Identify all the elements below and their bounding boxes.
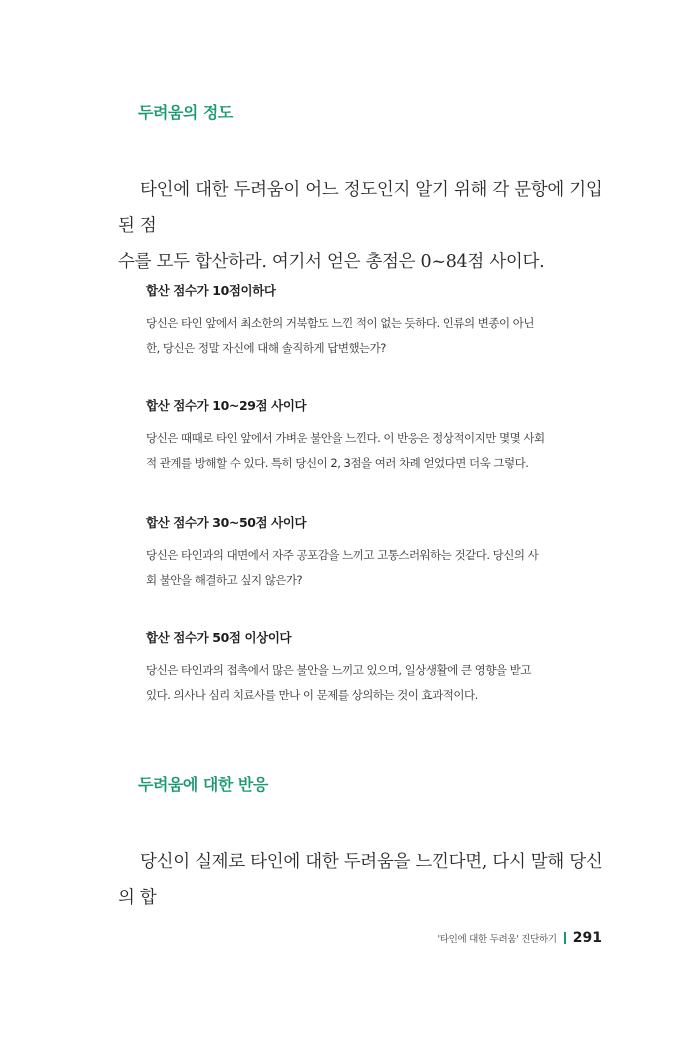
section-heading-reaction: 두려움에 대한 반응 [138, 775, 268, 794]
score-range-line: 당신은 타인과의 대면에서 자주 공포감을 느끼고 고통스러워하는 것같다. 당신의 사 [146, 548, 539, 562]
score-range-line: 당신은 타인과의 접촉에서 많은 불안을 느끼고 있으며, 일상생활에 큰 영향을 받고 [146, 663, 531, 677]
section-intro-paragraph [118, 172, 608, 280]
section-reaction-paragraph [118, 844, 608, 916]
score-range-item [146, 396, 596, 476]
running-title: '타인에 대한 두려움' 진단하기 [437, 934, 557, 945]
score-range-title: 합산 점수가 10~29점 사이다 [146, 398, 307, 413]
score-range-line: 당신은 때때로 타인 앞에서 가벼운 불안을 느낀다. 이 반응은 정상적이지만 몇몇 사회 [146, 431, 545, 445]
page-footer [437, 930, 602, 946]
score-range-title: 합산 점수가 50점 이상이다 [146, 630, 292, 645]
score-range-line: 회 불안을 해결하고 싶지 않은가? [146, 573, 303, 587]
score-range-line: 있다. 의사나 심리 치료사를 만나 이 문제를 상의하는 것이 효과적이다. [146, 688, 478, 702]
paragraph-line: 타인에 대한 두려움이 어느 정도인지 알기 위해 각 문항에 기입된 점 [118, 180, 603, 236]
score-range-item [146, 513, 596, 593]
page-number: 291 [572, 930, 602, 946]
score-range-line: 한, 당신은 정말 자신에 대해 솔직하게 답변했는가? [146, 341, 386, 355]
score-range-title: 합산 점수가 10점이하다 [146, 283, 276, 298]
score-range-line: 적 관계를 방해할 수 있다. 특히 당신이 2, 3점을 여러 차례 얻었다면 더욱 그렇다. [146, 456, 529, 470]
paragraph-line: 당신이 실제로 타인에 대한 두려움을 느낀다면, 다시 말해 당신의 합 [118, 852, 603, 908]
score-range-item [146, 281, 596, 361]
score-range-title: 합산 점수가 30~50점 사이다 [146, 515, 307, 530]
score-range-line: 당신은 타인 앞에서 최소한의 거북함도 느낀 적이 없는 듯하다. 인류의 변종이 아닌 [146, 316, 534, 330]
paragraph-line: 수를 모두 합산하라. 여기서 얻은 총점은 0~84점 사이다. [118, 252, 545, 272]
footer-divider [564, 932, 566, 944]
section-heading-degree: 두려움의 정도 [138, 103, 233, 122]
score-range-item [146, 628, 596, 708]
